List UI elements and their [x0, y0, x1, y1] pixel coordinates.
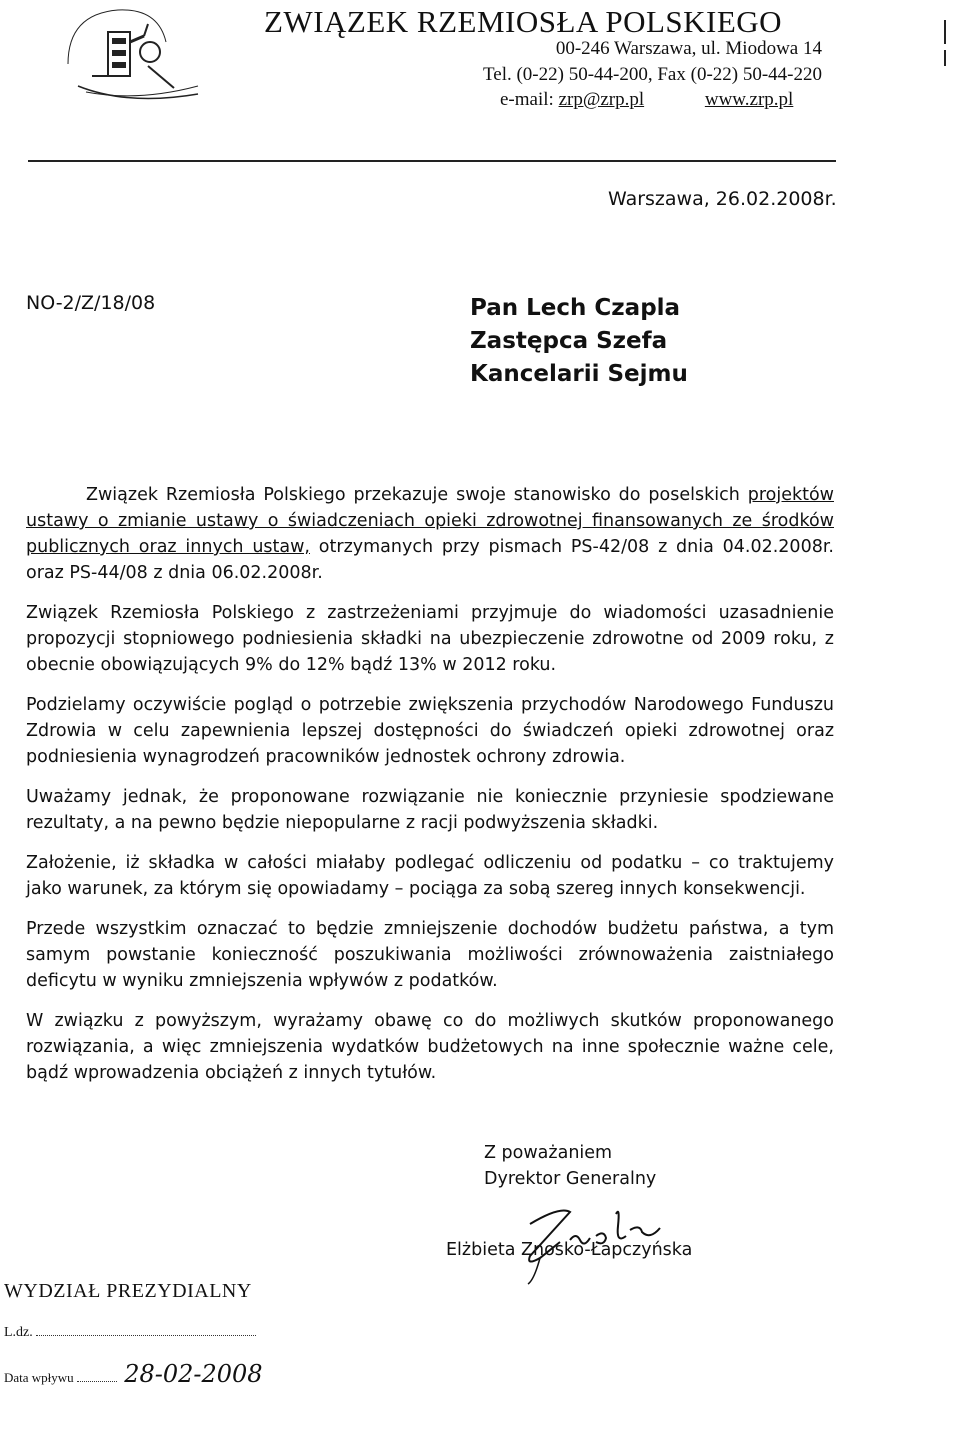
recipient-position: Zastępca Szefa [470, 328, 668, 354]
organization-logo [48, 2, 228, 102]
margin-mark [944, 50, 946, 66]
body-paragraph: Związek Rzemiosła Polskiego z zastrzeżeniami przyjmuje do wiadomości uzasadnienie propozycji stopniowego podniesienia składki na ubezpieczenie zdrowotne od 2009 roku, z obecnie obowiązujących 9% do 12% bądź 13% w 2012 roku. [26, 603, 834, 675]
closing-salutation: Z poważaniem [484, 1143, 613, 1163]
recipient-office: Kancelarii Sejmu [470, 361, 688, 387]
stamp-department: WYDZIAŁ PREZYDIALNY [4, 1280, 252, 1302]
body-paragraph: W związku z powyższym, wyrażamy obawę co do możliwych skutków proponowanego rozwiązania, a więc zmniejszenia wydatków budżetowych na inne społecznie ważne cele, bądź wprowadzenia obciążeń z innych tytułów. [26, 1011, 834, 1083]
signer-name: Elżbieta Znosko-Łapczyńska [446, 1240, 693, 1260]
received-date: 28-02-2008 [124, 1360, 263, 1388]
intro-rest: otrzymanych przy pismach PS-42/08 z dnia 04.02.2008r. oraz PS-44/08 z dnia 06.02.2008r. [26, 537, 834, 583]
organization-name: ZWIĄZEK RZEMIOSŁA POLSKIEGO [264, 4, 783, 39]
body-paragraph: Uważamy jednak, że proponowane rozwiązanie nie koniecznie przyniesie spodziewane rezultaty, a na pewno będzie niepopularne z racji podwyższenia składki. [26, 787, 834, 833]
organization-phone: Tel. (0-22) 50-44-200, Fax (0-22) 50-44-220 [482, 64, 822, 85]
website-link[interactable]: www.zrp.pl [704, 89, 794, 110]
recipient-block [470, 292, 688, 391]
closing-block [484, 1140, 656, 1192]
organization-contact [500, 89, 793, 111]
intro-text: Związek Rzemiosła Polskiego przekazuje swoje stanowisko do poselskich [86, 485, 748, 505]
ldz-dots [36, 1325, 256, 1336]
intro-paragraph [26, 482, 834, 586]
body-paragraph: Przede wszystkim oznaczać to będzie zmniejszenie dochodów budżetu państwa, a tym samym powstanie konieczność poszukiwania możliwości zrównoważenia zaistniałego deficytu w wyniku zmniejszenia wpływów z podatków. [26, 919, 834, 991]
signer-title: Dyrektor Generalny [484, 1169, 657, 1189]
recipient-name: Pan Lech Czapla [470, 295, 681, 321]
logo-emblem-icon [48, 2, 228, 102]
margin-mark [944, 20, 946, 44]
stamp-received [4, 1360, 263, 1388]
received-dots [77, 1371, 117, 1382]
email-link[interactable]: zrp@zrp.pl [558, 89, 645, 110]
letter-date: Warszawa, 26.02.2008r. [608, 188, 837, 210]
received-label: Data wpływu [4, 1370, 74, 1385]
intro-underlined: projektów ustawy o zmianie ustawy o świadczeniach opieki zdrowotnej finansowanych ze środków publicznych oraz innych ustaw, [26, 485, 834, 557]
body-paragraph: Założenie, iż składka w całości miałaby podlegać odliczeniu od podatku – co traktujemy jako warunek, za którym się opowiadamy – pociąga za sobą szereg innych konsekwencji. [26, 853, 834, 899]
letter-body [26, 482, 834, 1100]
body-paragraph: Podzielamy oczywiście pogląd o potrzebie zwiększenia przychodów Narodowego Funduszu Zdrowia w celu zapewnienia lepszej dostępności do świadczeń opieki zdrowotnej oraz podniesienia wynagrodzeń pracowników jednostek ochrony zdrowia. [26, 695, 834, 767]
ldz-label: L.dz. [4, 1325, 33, 1340]
header-divider [28, 160, 836, 162]
reference-number: NO-2/Z/18/08 [26, 292, 156, 314]
organization-address: 00-246 Warszawa, ul. Miodowa 14 [555, 38, 822, 59]
email-label: e-mail: [500, 89, 554, 110]
stamp-ldz [4, 1325, 256, 1341]
